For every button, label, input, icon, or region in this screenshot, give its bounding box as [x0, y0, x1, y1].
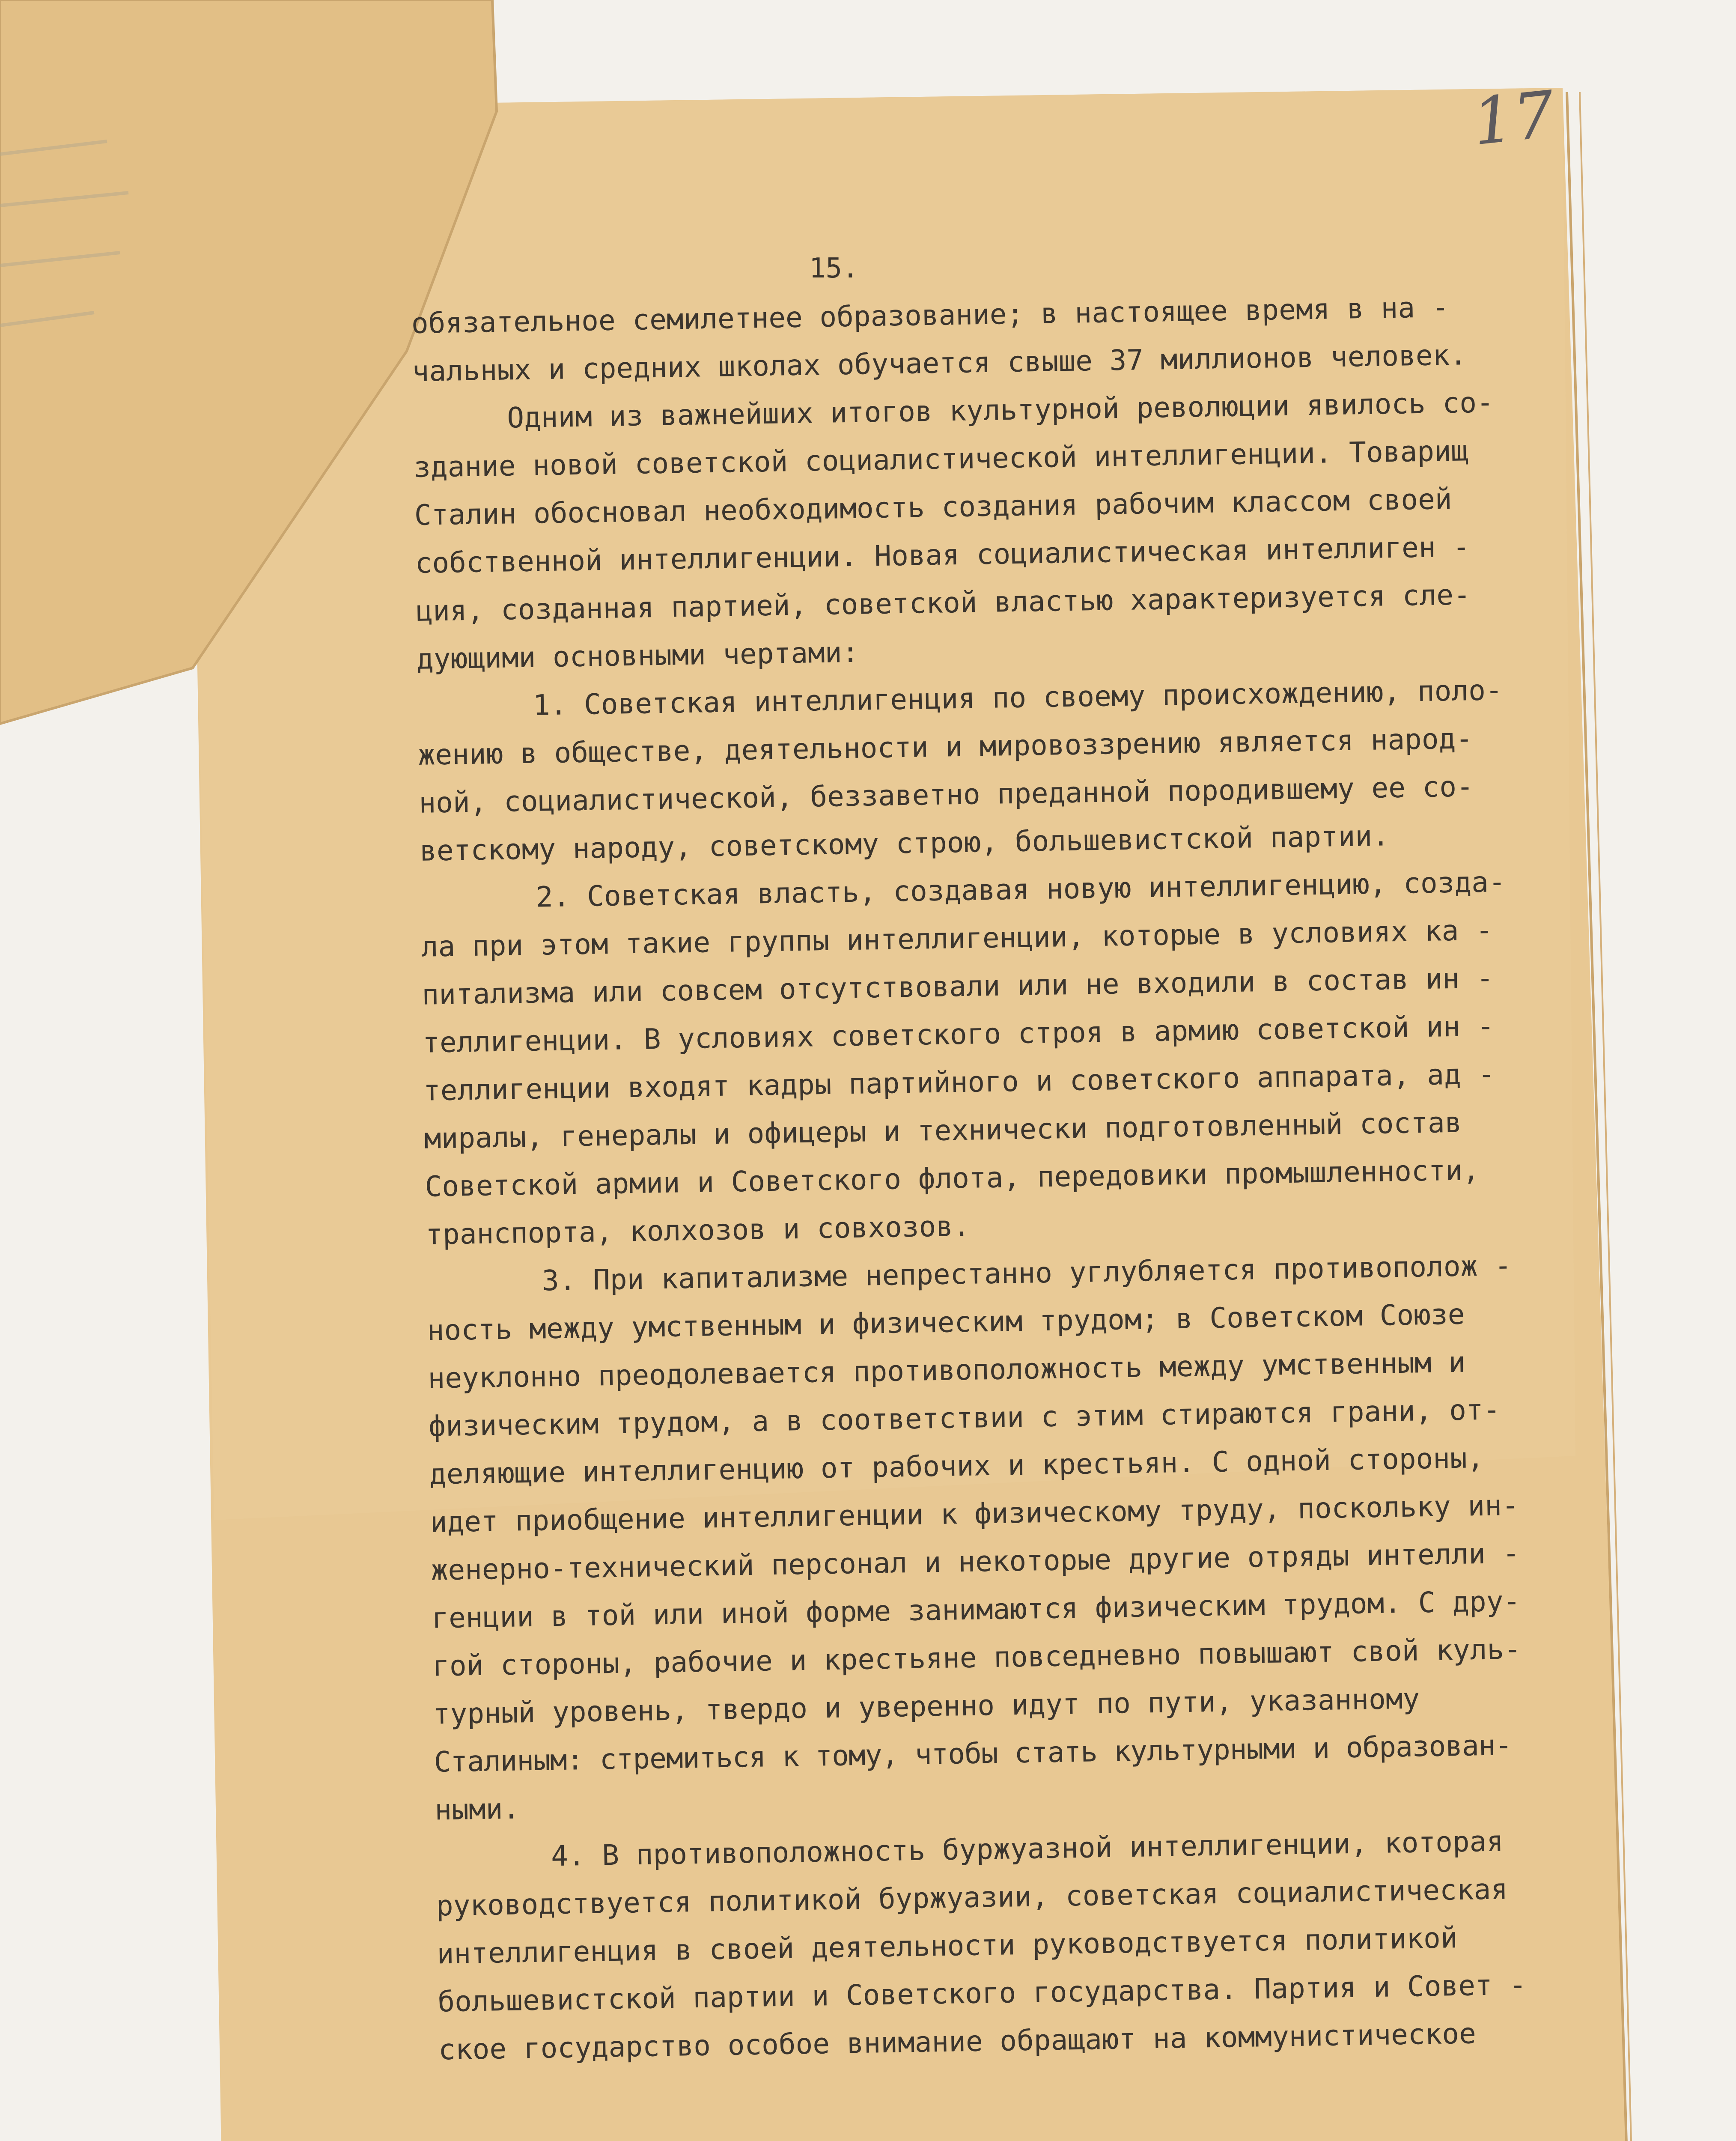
text-line: турный уровень, твердо и уверенно идут по пути, указанному	[433, 1682, 1420, 1731]
text-line: теллигенции входят кадры партийного и советского аппарата, ад -	[423, 1057, 1495, 1107]
text-line: интеллигенция в своей деятельности руководствуется политикой	[437, 1921, 1458, 1971]
text-line: Сталин обосновал необходимость создания рабочим классом своей	[414, 482, 1453, 532]
text-line: ское государство особое внимание обращают на коммунистическое	[438, 2017, 1477, 2066]
text-line: генции в той или иной форме занимаются физическим трудом. С дру-	[431, 1584, 1521, 1635]
text-line: 3. При капитализме непрестанно углубляется противополож -	[542, 1249, 1512, 1297]
text-line: Сталиным: стремиться к тому, чтобы стать культурными и образован-	[434, 1729, 1512, 1779]
text-line: неуклонно преодолевается противоположность между умственным и	[427, 1345, 1466, 1395]
text-line: 1. Советская интеллигенция по своему происхождению, поло-	[533, 674, 1503, 722]
text-line: миралы, генералы и офицеры и технически подготовленный состав	[424, 1106, 1462, 1155]
text-line: здание новой советской социалистической интеллигенции. Товарищ	[413, 434, 1469, 484]
text-line: 2. Советская власть, создавая новую интеллигенцию, созда-	[536, 865, 1506, 914]
text-line: ной, социалистической, беззаветно преданной породившему ее со-	[418, 770, 1474, 820]
text-line: женерно-технический персонал и некоторые другие отряды интелли -	[431, 1536, 1520, 1587]
text-line: дующими основными чертами:	[416, 635, 859, 676]
text-line: 4. В противоположность буржуазной интеллигенции, которая	[551, 1825, 1504, 1873]
text-line: большевистской партии и Советского государства. Партия и Совет -	[437, 1968, 1527, 2019]
text-line: чальных и средних школах обучается свыше 37 миллионов человек.	[412, 338, 1467, 388]
text-line: Советской армии и Советского флота, передовики промышленности,	[424, 1154, 1480, 1203]
text-line: Одним из важнейших итогов культурной революции явилось со-	[506, 386, 1494, 435]
archive-sheet-number: 17	[1469, 77, 1558, 160]
text-line: ность между умственным и физическим трудом; в Советском Союзе	[427, 1297, 1465, 1347]
text-line: физическим трудом, а в соответствии с этим стираются грани, от-	[428, 1393, 1501, 1443]
text-line: руководствуется политикой буржуазии, советская социалистическая	[436, 1873, 1508, 1923]
text-line: питализма или совсем отсутствовали или не входили в состав ин -	[421, 961, 1494, 1011]
text-line: деляющие интеллигенцию от рабочих и крестьян. С одной стороны,	[429, 1441, 1484, 1491]
text-line: жению в обществе, деятельности и мировоззрению является народ-	[418, 722, 1473, 772]
text-line: гой стороны, рабочие и крестьяне повседневно повышают свой куль-	[432, 1632, 1522, 1683]
text-line: обязательное семилетнее образование; в настоящее время в на -	[411, 290, 1450, 340]
text-line: транспорта, колхозов и совхозов.	[425, 1209, 971, 1251]
text-line: ветскому народу, советскому строю, большевистской партии.	[419, 819, 1390, 868]
text-line: теллигенции. В условиях советского строя в армию советской ин -	[422, 1009, 1495, 1059]
typewritten-body	[411, 281, 1629, 2074]
page-number: 15.	[809, 253, 859, 284]
text-line: ция, созданная партией, советской властью характеризуется сле-	[415, 578, 1471, 628]
text-line: собственной интеллигенции. Новая социалистическая интеллиген -	[415, 530, 1470, 580]
text-line: ными.	[434, 1792, 520, 1827]
text-line: ла при этом такие группы интеллигенции, которые в условиях ка -	[421, 913, 1493, 963]
text-line: идет приобщение интеллигенции к физическому труду, поскольку ин-	[430, 1488, 1519, 1539]
